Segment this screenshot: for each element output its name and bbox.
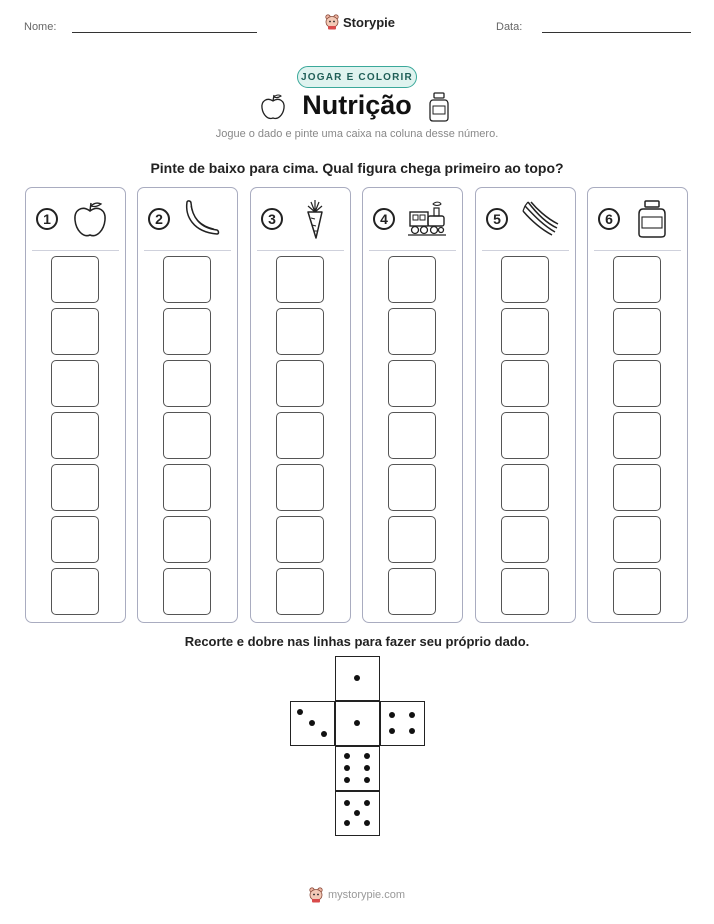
dice-face-6 (335, 746, 380, 791)
pip (297, 709, 303, 715)
color-box[interactable] (501, 308, 549, 355)
column-6 (587, 187, 688, 623)
footer (0, 887, 714, 903)
color-box[interactable] (613, 568, 661, 615)
color-box[interactable] (501, 360, 549, 407)
banana-icon (181, 198, 223, 240)
color-box[interactable] (276, 464, 324, 511)
coloring-instruction: Pinte de baixo para cima. Qual figura chega primeiro ao topo? (150, 160, 564, 176)
color-box[interactable] (501, 568, 549, 615)
die-number-badge: 1 (36, 208, 58, 230)
dice-face-3 (290, 701, 335, 746)
column-header (26, 188, 125, 250)
pip (389, 712, 395, 718)
color-box[interactable] (613, 360, 661, 407)
column-divider (144, 250, 231, 251)
color-box[interactable] (388, 256, 436, 303)
color-box[interactable] (163, 412, 211, 459)
column-divider (369, 250, 456, 251)
pip (354, 675, 360, 681)
column-header (138, 188, 237, 250)
column-header (363, 188, 462, 250)
storypie-mascot-icon (309, 887, 323, 903)
pip (344, 800, 350, 806)
die-number-badge: 3 (261, 208, 283, 230)
color-box[interactable] (388, 308, 436, 355)
column-header (251, 188, 350, 250)
pip (344, 753, 350, 759)
train-icon (406, 198, 448, 240)
pip (364, 753, 370, 759)
color-box[interactable] (163, 308, 211, 355)
color-box[interactable] (51, 568, 99, 615)
color-box[interactable] (163, 256, 211, 303)
column-divider (482, 250, 569, 251)
column-divider (594, 250, 681, 251)
pip (364, 777, 370, 783)
color-box[interactable] (276, 412, 324, 459)
color-box[interactable] (388, 412, 436, 459)
color-box[interactable] (613, 516, 661, 563)
column-divider (32, 250, 119, 251)
column-header (588, 188, 687, 250)
color-box[interactable] (501, 516, 549, 563)
brand-logo (325, 14, 395, 30)
pip (309, 720, 315, 726)
subtitle: Jogue o dado e pinte uma caixa na coluna desse número. (215, 128, 499, 140)
color-box[interactable] (388, 516, 436, 563)
pip (321, 731, 327, 737)
die-number-badge: 5 (486, 208, 508, 230)
color-box[interactable] (276, 360, 324, 407)
color-box[interactable] (276, 308, 324, 355)
dice-face-1 (335, 656, 380, 701)
pip (364, 820, 370, 826)
color-box[interactable] (388, 568, 436, 615)
color-box[interactable] (501, 256, 549, 303)
column-4 (362, 187, 463, 623)
die-number-badge: 2 (148, 208, 170, 230)
dice-face-5 (335, 791, 380, 836)
pip (409, 712, 415, 718)
jar-icon (631, 198, 673, 240)
color-box[interactable] (51, 360, 99, 407)
pip (364, 765, 370, 771)
color-box[interactable] (613, 412, 661, 459)
column-3 (250, 187, 351, 623)
pip (344, 777, 350, 783)
color-box[interactable] (501, 412, 549, 459)
pip (354, 720, 360, 726)
color-box[interactable] (163, 516, 211, 563)
page-title: Nutrição (302, 90, 412, 120)
pip (409, 728, 415, 734)
color-box[interactable] (388, 360, 436, 407)
dice-face-1 (335, 701, 380, 746)
date-label: Data: (496, 21, 523, 33)
color-box[interactable] (51, 516, 99, 563)
color-box[interactable] (51, 464, 99, 511)
column-divider (257, 250, 344, 251)
color-box[interactable] (388, 464, 436, 511)
dice-instruction: Recorte e dobre nas linhas para fazer seu próprio dado. (184, 634, 530, 649)
activity-tag: JOGAR E COLORIR (297, 66, 417, 88)
color-box[interactable] (613, 256, 661, 303)
name-line[interactable] (72, 32, 257, 33)
color-box[interactable] (51, 256, 99, 303)
dice-face-4 (380, 701, 425, 746)
jar-icon (428, 92, 450, 122)
die-number-badge: 4 (373, 208, 395, 230)
color-box[interactable] (163, 360, 211, 407)
footer-url: mystorypie.com (327, 889, 406, 901)
pip (344, 765, 350, 771)
color-box[interactable] (163, 464, 211, 511)
column-5 (475, 187, 576, 623)
color-box[interactable] (613, 308, 661, 355)
die-number-badge: 6 (598, 208, 620, 230)
color-box[interactable] (163, 568, 211, 615)
green-beans-icon (519, 198, 561, 240)
pip (364, 800, 370, 806)
color-box[interactable] (276, 516, 324, 563)
pip (389, 728, 395, 734)
pip (344, 820, 350, 826)
color-box[interactable] (501, 464, 549, 511)
color-box[interactable] (276, 256, 324, 303)
carrot-icon (294, 198, 336, 240)
brand-name: Storypie (343, 14, 396, 30)
column-1 (25, 187, 126, 623)
column-2 (137, 187, 238, 623)
pip (354, 810, 360, 816)
name-label: Nome: (24, 21, 57, 33)
color-box[interactable] (613, 464, 661, 511)
column-header (476, 188, 575, 250)
color-box[interactable] (276, 568, 324, 615)
apple-icon (69, 198, 111, 240)
color-box[interactable] (51, 308, 99, 355)
date-line[interactable] (542, 32, 691, 33)
color-box[interactable] (51, 412, 99, 459)
storypie-mascot-icon (325, 14, 339, 30)
